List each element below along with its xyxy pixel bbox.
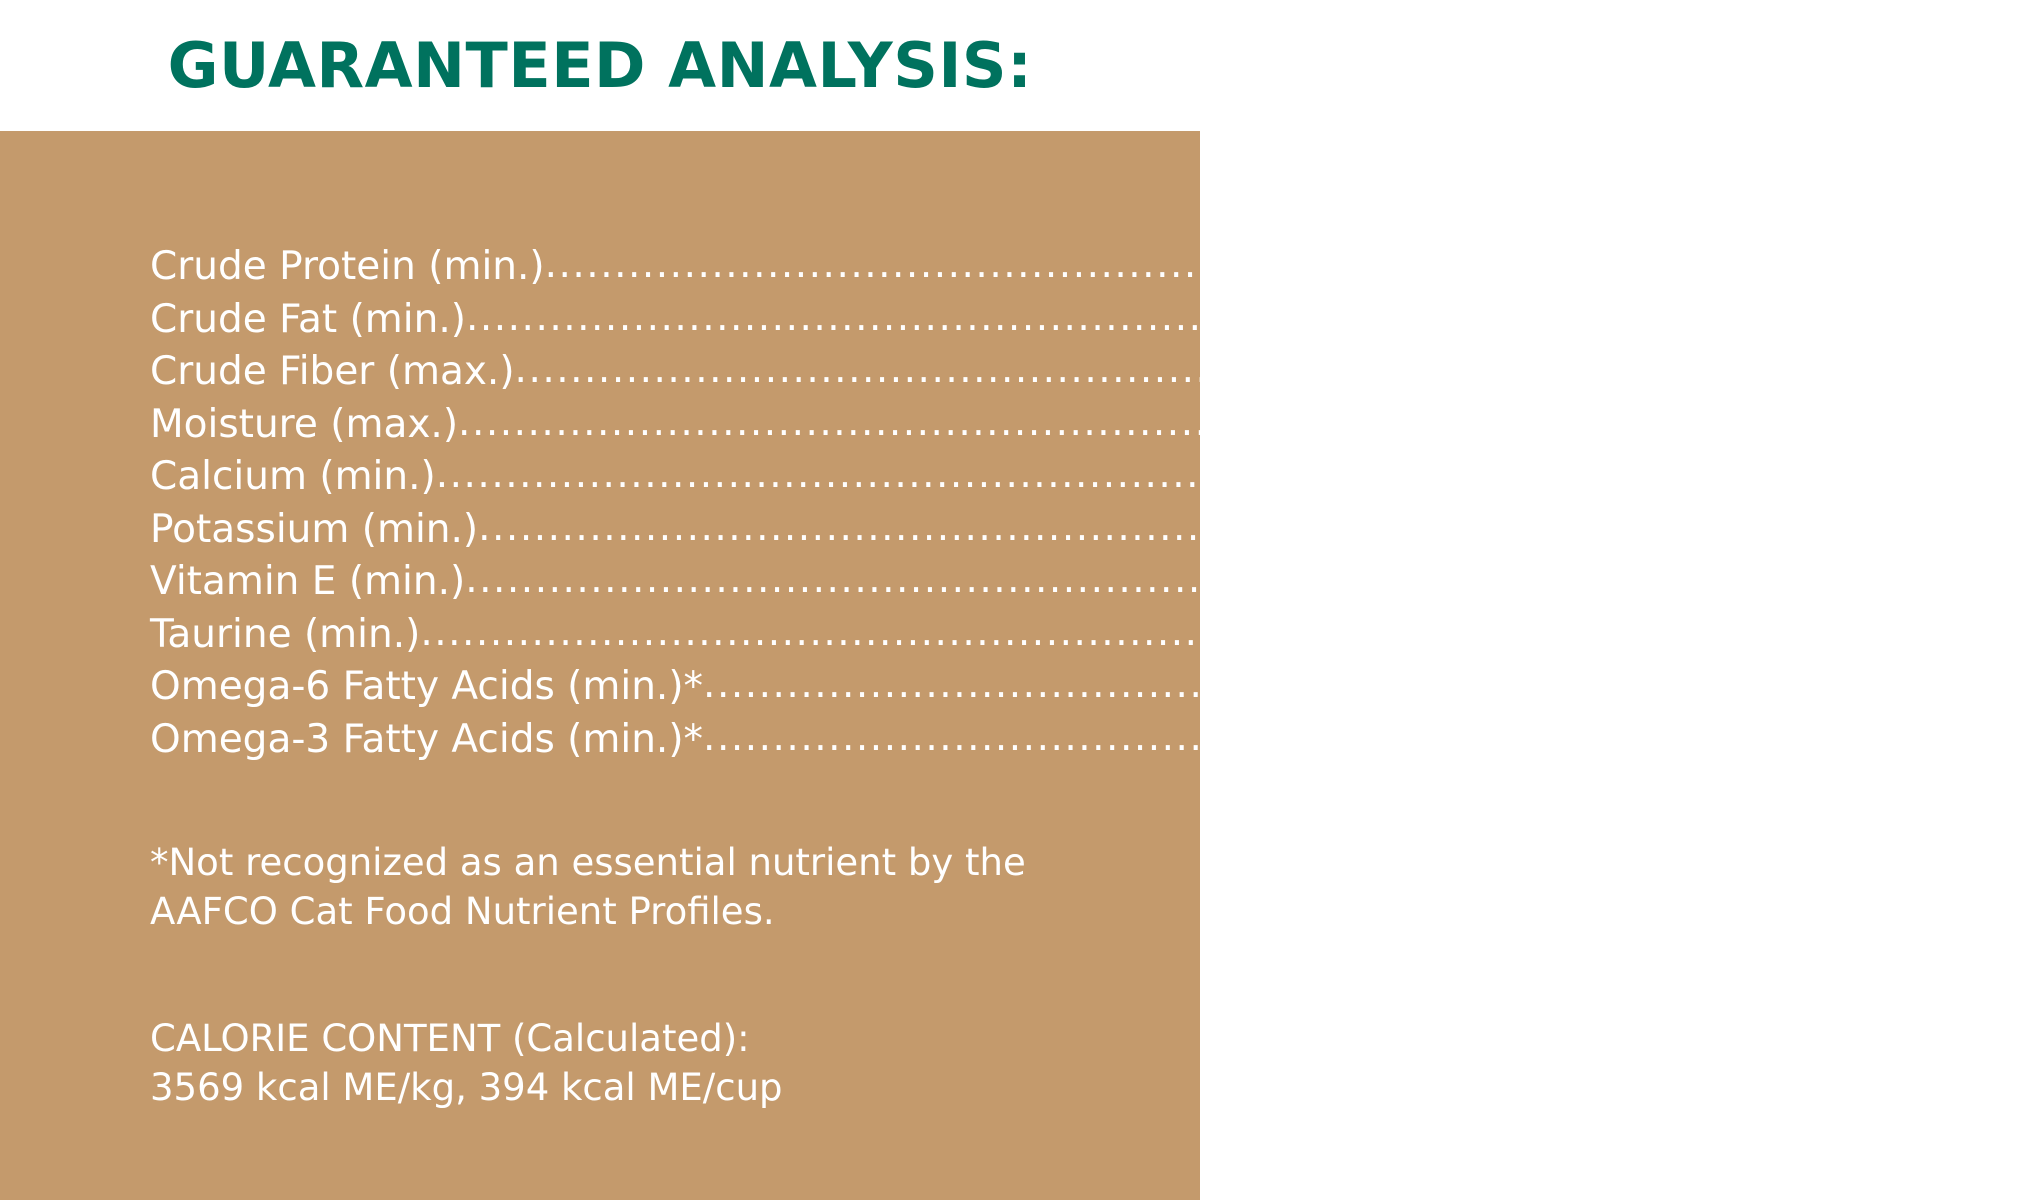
nutrient-value: 10.0% — [1667, 401, 1791, 447]
dot-leader: ....................................................................................... — [458, 399, 1668, 445]
analysis-list — [150, 241, 2036, 766]
dot-leader: ....................................................................................... — [514, 347, 1724, 392]
nutrient-value: 3.0% — [1912, 664, 2012, 709]
nutrient-name: Vitamin E (min.) — [150, 559, 466, 604]
nutrient-name: Calcium (min.) — [150, 454, 436, 499]
nutrient-name: Potassium (min.) — [150, 506, 479, 552]
dot-leader: ....................................................................................... — [703, 714, 1913, 760]
nutrient-value: 1.10% — [1644, 454, 1769, 499]
nutrient-name: Taurine (min.) — [150, 611, 421, 657]
nutrient-value: 0.80% — [1687, 506, 1812, 552]
nutrient-name: Crude Fiber (max.) — [150, 349, 515, 394]
dot-leader: ....................................................................................... — [544, 242, 1754, 287]
nutrient-name: Omega-3 Fatty Acids (min.)* — [150, 716, 704, 762]
page-title: GUARANTEED ANALYSIS: — [167, 29, 1033, 102]
dot-leader: ....................................................................................... — [465, 557, 1675, 602]
calorie-content-heading: CALORIE CONTENT (Calculated): — [150, 1017, 750, 1060]
nutrient-value: 140 IU/kg — [1674, 559, 1862, 604]
list-item — [150, 241, 1878, 294]
nutrient-name: Omega-6 Fatty Acids (min.)* — [150, 664, 704, 709]
footnote-text: *Not recognized as an essential nutrient by the AAFCO Cat Food Nutrient Profiles. — [150, 841, 1026, 933]
list-item — [150, 504, 1812, 557]
calorie-content-values: 3569 kcal ME/kg, 394 kcal ME/cup — [150, 1066, 783, 1109]
list-item — [150, 609, 1754, 662]
list-item — [150, 556, 1862, 609]
nutrient-name: Crude Fat (min.) — [150, 296, 466, 342]
nutrient-name: Crude Protein (min.) — [150, 244, 545, 289]
nutrient-name: Moisture (max.) — [150, 401, 459, 447]
calorie-content-block — [150, 1014, 1050, 1112]
dot-leader: ....................................................................................... — [478, 504, 1688, 550]
nutrient-value: 39.0% — [1753, 244, 1878, 289]
dot-leader: ....................................................................................... — [420, 609, 1630, 655]
nutrient-value: 0.60% — [1912, 716, 2036, 762]
nutrient-value: 6.6% — [1723, 349, 1823, 394]
list-item — [150, 451, 1769, 504]
nutrient-value: 0.15% — [1629, 611, 1754, 657]
nutrient-value: 16.0% — [1675, 296, 1799, 342]
analysis-panel — [0, 131, 2036, 1200]
list-item — [150, 346, 1823, 399]
list-item — [150, 661, 2012, 714]
header-band — [0, 0, 1200, 131]
dot-leader: ....................................................................................... — [703, 662, 1913, 707]
dot-leader: ....................................................................................... — [465, 294, 1675, 340]
list-item — [150, 294, 1799, 347]
list-item — [150, 714, 2036, 767]
dot-leader: ....................................................................................... — [435, 452, 1645, 497]
list-item — [150, 399, 1791, 452]
